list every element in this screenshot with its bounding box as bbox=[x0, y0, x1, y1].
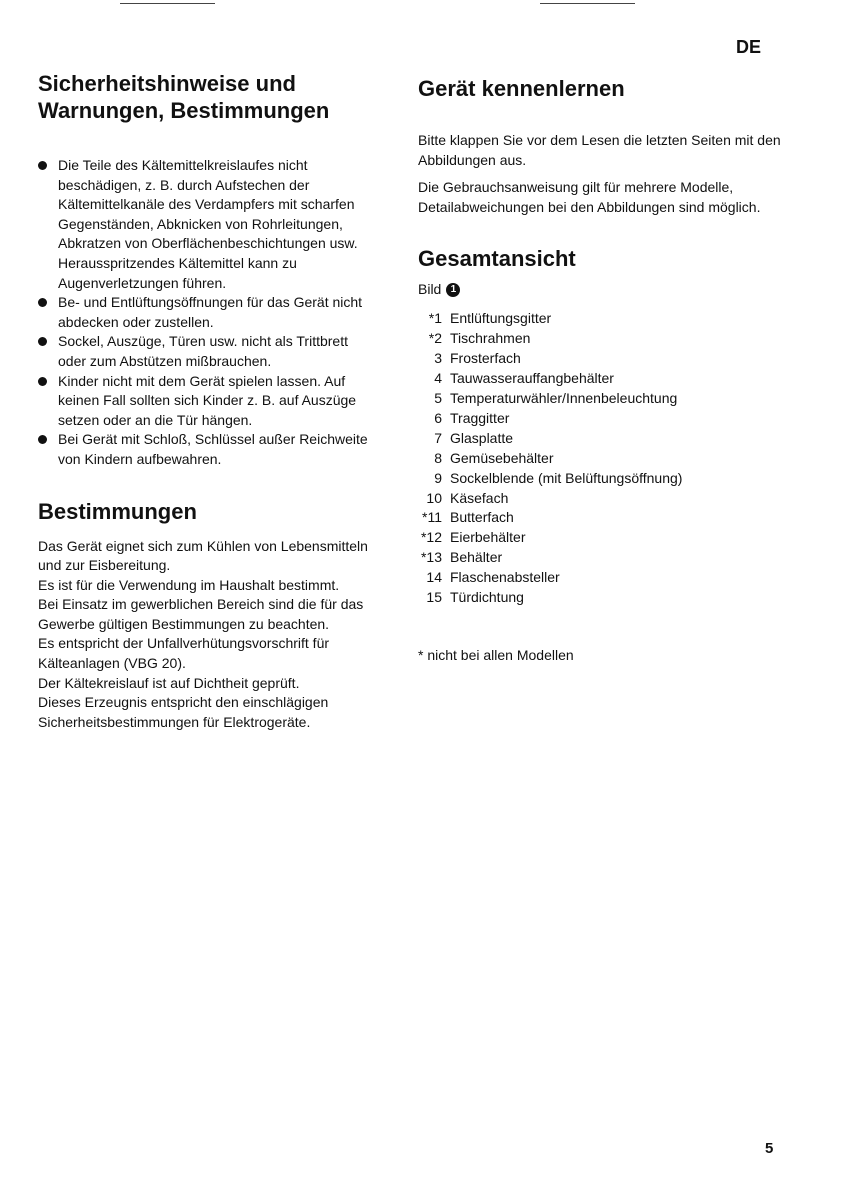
warning-item: Bei Gerät mit Schloß, Schlüssel außer Reichweite von Kindern aufbewahren. bbox=[38, 430, 368, 469]
scan-rule bbox=[120, 3, 215, 4]
list-item: 7 Glasplatte bbox=[434, 429, 514, 446]
overview-title: Gesamtansicht bbox=[418, 246, 576, 272]
list-item: 4 Tauwasserauffangbehälter bbox=[434, 370, 614, 387]
paragraph: Das Gerät eignet sich zum Kühlen von Lebensmitteln und zur Eisbereitung. bbox=[38, 537, 368, 574]
list-item: 8 Gemüsebehälter bbox=[434, 449, 554, 466]
safety-title: Sicherheitshinweise und Warnungen, Bestimmungen bbox=[38, 71, 330, 123]
paragraph: Es entspricht der Unfallverhütungsvorschrift für Kälteanlagen (VBG 20). bbox=[38, 635, 330, 672]
list-item: 14 Flaschenabsteller bbox=[426, 569, 560, 586]
warning-item: Die Teile des Kältemittelkreislaufes nicht beschädigen, z. B. durch Aufstechen der Kältemittelkanäle des Verdampfers mit scharfen Gegenständen, Abknicken von Rohrleitungen, Abkratzen von Oberflächenbeschichtungen usw. Herausspritzendes Kältemittel kann zu Augenverletzungen führen. bbox=[38, 156, 368, 293]
page-number: 5 bbox=[765, 1140, 774, 1157]
intro-paragraph: Bitte klappen Sie vor dem Lesen die letzten Seiten mit den Abbildungen aus. bbox=[418, 132, 781, 168]
language-label: DE bbox=[736, 37, 762, 57]
warning-item: Kinder nicht mit dem Gerät spielen lassen. Auf keinen Fall sollten sich Kinder z. B. auf Auszüge setzen oder an die Tür hängen. bbox=[38, 372, 368, 431]
list-item: 5 Temperaturwähler/Innenbeleuchtung bbox=[434, 390, 678, 406]
paragraph: Dieses Erzeugnis entspricht den einschlägigen Sicherheitsbestimmungen für Elektrogeräte. bbox=[38, 694, 329, 730]
right-column bbox=[418, 70, 798, 666]
paragraph: Der Kältekreislauf ist auf Dichtheit geprüft. bbox=[38, 674, 300, 691]
scan-rule bbox=[540, 3, 635, 4]
footnote: * nicht bei allen Modellen bbox=[418, 646, 574, 663]
list-item: *13 Behälter bbox=[420, 549, 503, 566]
warning-item: Sockel, Auszüge, Türen usw. nicht als Trittbrett oder zum Abstützen mißbrauchen. bbox=[38, 332, 368, 371]
warning-list bbox=[38, 156, 368, 470]
list-item: 15 Türdichtung bbox=[426, 589, 524, 606]
list-item: 3 Frosterfach bbox=[434, 350, 521, 367]
paragraph: Bei Einsatz im gewerblichen Bereich sind die für das Gewerbe gültigen Bestimmungen zu beachten. bbox=[38, 596, 364, 632]
figure-reference: Bild 1 bbox=[418, 280, 798, 299]
list-item: *11 Butterfach bbox=[422, 509, 514, 526]
list-item: 9 Sockelblende (mit Belüftungsöffnung) bbox=[434, 469, 683, 486]
list-item: *2 Tischrahmen bbox=[428, 330, 531, 347]
figure-number-icon: 1 bbox=[446, 283, 460, 297]
regulations-title: Bestimmungen bbox=[38, 498, 197, 524]
paragraph: Es ist für die Verwendung im Haushalt bestimmt. bbox=[38, 576, 340, 593]
warning-item: Be- und Entlüftungsöffnungen für das Gerät nicht abdecken oder zustellen. bbox=[38, 293, 368, 332]
intro-paragraph: Die Gebrauchsanweisung gilt für mehrere Modelle, Detailabweichungen bei den Abbildungen sind möglich. bbox=[418, 179, 761, 215]
list-item: *1 Entlüftungsgitter bbox=[428, 310, 552, 327]
device-title: Gerät kennenlernen bbox=[418, 76, 625, 101]
list-item: 10 Käsefach bbox=[426, 489, 509, 506]
regulations-text bbox=[38, 537, 368, 733]
left-column bbox=[38, 70, 368, 732]
list-item: *12 Eierbehälter bbox=[420, 529, 526, 546]
list-item: 6 Traggitter bbox=[434, 409, 510, 426]
parts-list bbox=[418, 309, 798, 608]
